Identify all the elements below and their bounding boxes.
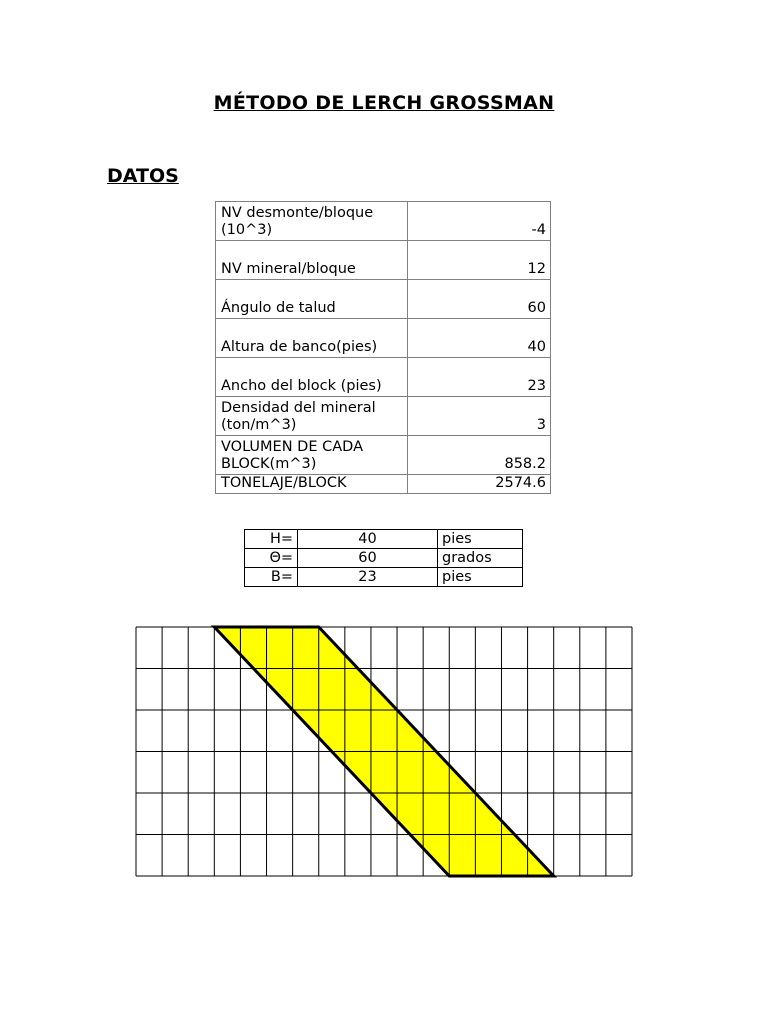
label-cell: NV mineral/bloque bbox=[216, 241, 408, 280]
value-cell: 2574.6 bbox=[408, 475, 551, 494]
value-cell: 12 bbox=[408, 241, 551, 280]
value-cell: 858.2 bbox=[408, 436, 551, 475]
value-cell: 3 bbox=[408, 397, 551, 436]
param-name: Θ= bbox=[245, 549, 298, 568]
value-cell: 23 bbox=[408, 358, 551, 397]
param-value: 23 bbox=[298, 568, 438, 587]
label-cell: Ángulo de talud bbox=[216, 280, 408, 319]
param-unit: pies bbox=[438, 530, 523, 549]
label-cell: VOLUMEN DE CADA BLOCK(m^3) bbox=[216, 436, 408, 475]
value-cell: 60 bbox=[408, 280, 551, 319]
param-name: B= bbox=[245, 568, 298, 587]
param-value: 60 bbox=[298, 549, 438, 568]
param-value: 40 bbox=[298, 530, 438, 549]
label-cell: NV desmonte/bloque (10^3) bbox=[216, 202, 408, 241]
label-cell: Densidad del mineral (ton/m^3) bbox=[216, 397, 408, 436]
section-heading: DATOS bbox=[107, 165, 179, 187]
value-cell: -4 bbox=[408, 202, 551, 241]
param-unit: grados bbox=[438, 549, 523, 568]
label-cell: TONELAJE/BLOCK bbox=[216, 475, 408, 494]
page-title: MÉTODO DE LERCH GROSSMAN bbox=[213, 92, 555, 114]
value-cell: 40 bbox=[408, 319, 551, 358]
label-cell: Ancho del block (pies) bbox=[216, 358, 408, 397]
param-name: H= bbox=[245, 530, 298, 549]
label-cell: Altura de banco(pies) bbox=[216, 319, 408, 358]
param-unit: pies bbox=[438, 568, 523, 587]
